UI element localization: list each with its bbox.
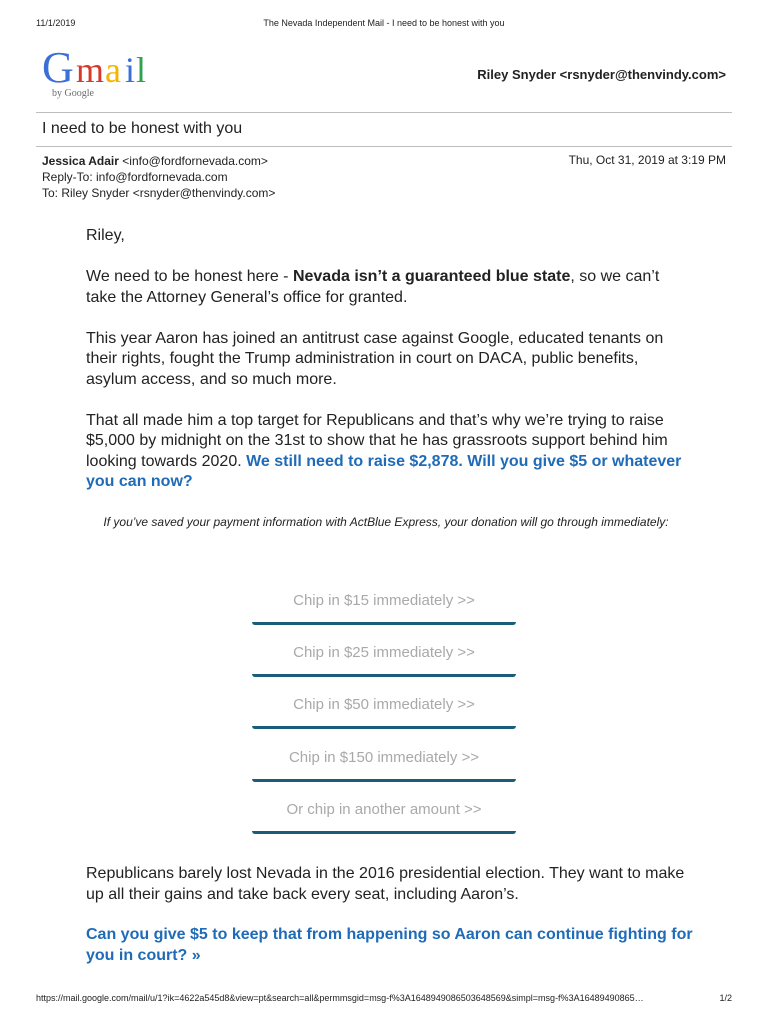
- reply-to-line: Reply-To: info@fordfornevada.com: [42, 170, 228, 184]
- sender-name: Jessica Adair: [42, 154, 119, 168]
- logo-letter-i: i: [125, 50, 136, 90]
- print-header: [0, 18, 768, 32]
- greeting: Riley,: [86, 227, 125, 244]
- paragraph-3: [86, 411, 686, 493]
- print-date: 11/1/2019: [36, 18, 76, 28]
- subject-divider: [36, 146, 732, 147]
- actblue-note: If you’ve saved your payment information with ActBlue Express, your donation will go through immediately:: [103, 515, 669, 529]
- logo-letter-m: m: [76, 50, 105, 90]
- gmail-logo-mark: [42, 44, 172, 90]
- p1-bold-text: Nevada isn’t a guaranteed blue state: [292, 268, 571, 285]
- print-url: https://mail.google.com/mail/u/1?ik=4622a545d8&view=pt&search=all&permmsgid=msg-f%3A1648949086503648569&simpl=msg-f%3A16489490865…: [36, 993, 644, 1003]
- chip-150-button[interactable]: Chip in $150 immediately >>: [252, 737, 516, 782]
- chip-25-button[interactable]: Chip in $25 immediately >>: [252, 632, 516, 677]
- gmail-logo: [42, 44, 172, 104]
- chip-other-amount-button[interactable]: Or chip in another amount >>: [252, 789, 516, 834]
- message-meta: [42, 153, 275, 201]
- message-subject: I need to be honest with you: [42, 120, 243, 137]
- logo-byline: by Google: [52, 88, 94, 99]
- p3-text: That all made him a top target for Republicans and that’s why we’re trying to raise $5,000 by midnight on the 31st to show that he has grassroots support behind him looking towards 2020.: [86, 411, 668, 470]
- print-title: The Nevada Independent Mail - I need to be honest with you: [263, 18, 505, 28]
- sender-line: [42, 153, 275, 169]
- message-body: [86, 226, 686, 513]
- donate-link-1[interactable]: We still need to raise $2,878. Will you give $5 or whatever you can now?: [86, 452, 682, 490]
- sender-email: <info@fordfornevada.com>: [122, 154, 268, 168]
- logo-letter-g: G: [42, 44, 74, 90]
- donate-link-2[interactable]: Can you give $5 to keep that from happening so Aaron can continue fighting for you in court? »: [86, 926, 693, 964]
- paragraph-2: This year Aaron has joined an antitrust case against Google, educated tenants on their rights, fought the Trump administration in court on DACA, public benefits, asylum access, and so much more.: [86, 329, 664, 388]
- paragraph-4: Republicans barely lost Nevada in the 2016 presidential election. They want to make up all their gains and take back every seat, including Aaron’s.: [86, 865, 685, 903]
- to-line: To: Riley Snyder <rsnyder@thenvindy.com>: [42, 186, 276, 200]
- message-date: Thu, Oct 31, 2019 at 3:19 PM: [568, 153, 726, 167]
- chip-15-button[interactable]: Chip in $15 immediately >>: [252, 580, 516, 625]
- chip-50-button[interactable]: Chip in $50 immediately >>: [252, 684, 516, 729]
- paragraph-1: [86, 267, 686, 308]
- p1-text-before: We need to be honest here -: [86, 268, 293, 285]
- p1-text-after: , so we can’t take the Attorney General’s office for granted.: [86, 268, 660, 306]
- logo-letter-a: a: [105, 50, 121, 90]
- message-body-continued: [86, 864, 706, 986]
- logo-letter-l: l: [136, 50, 147, 90]
- header-divider: [36, 112, 732, 113]
- account-label: Riley Snyder <rsnyder@thenvindy.com>: [477, 67, 726, 82]
- page-number: 1/2: [719, 993, 732, 1003]
- print-footer: [0, 993, 768, 1007]
